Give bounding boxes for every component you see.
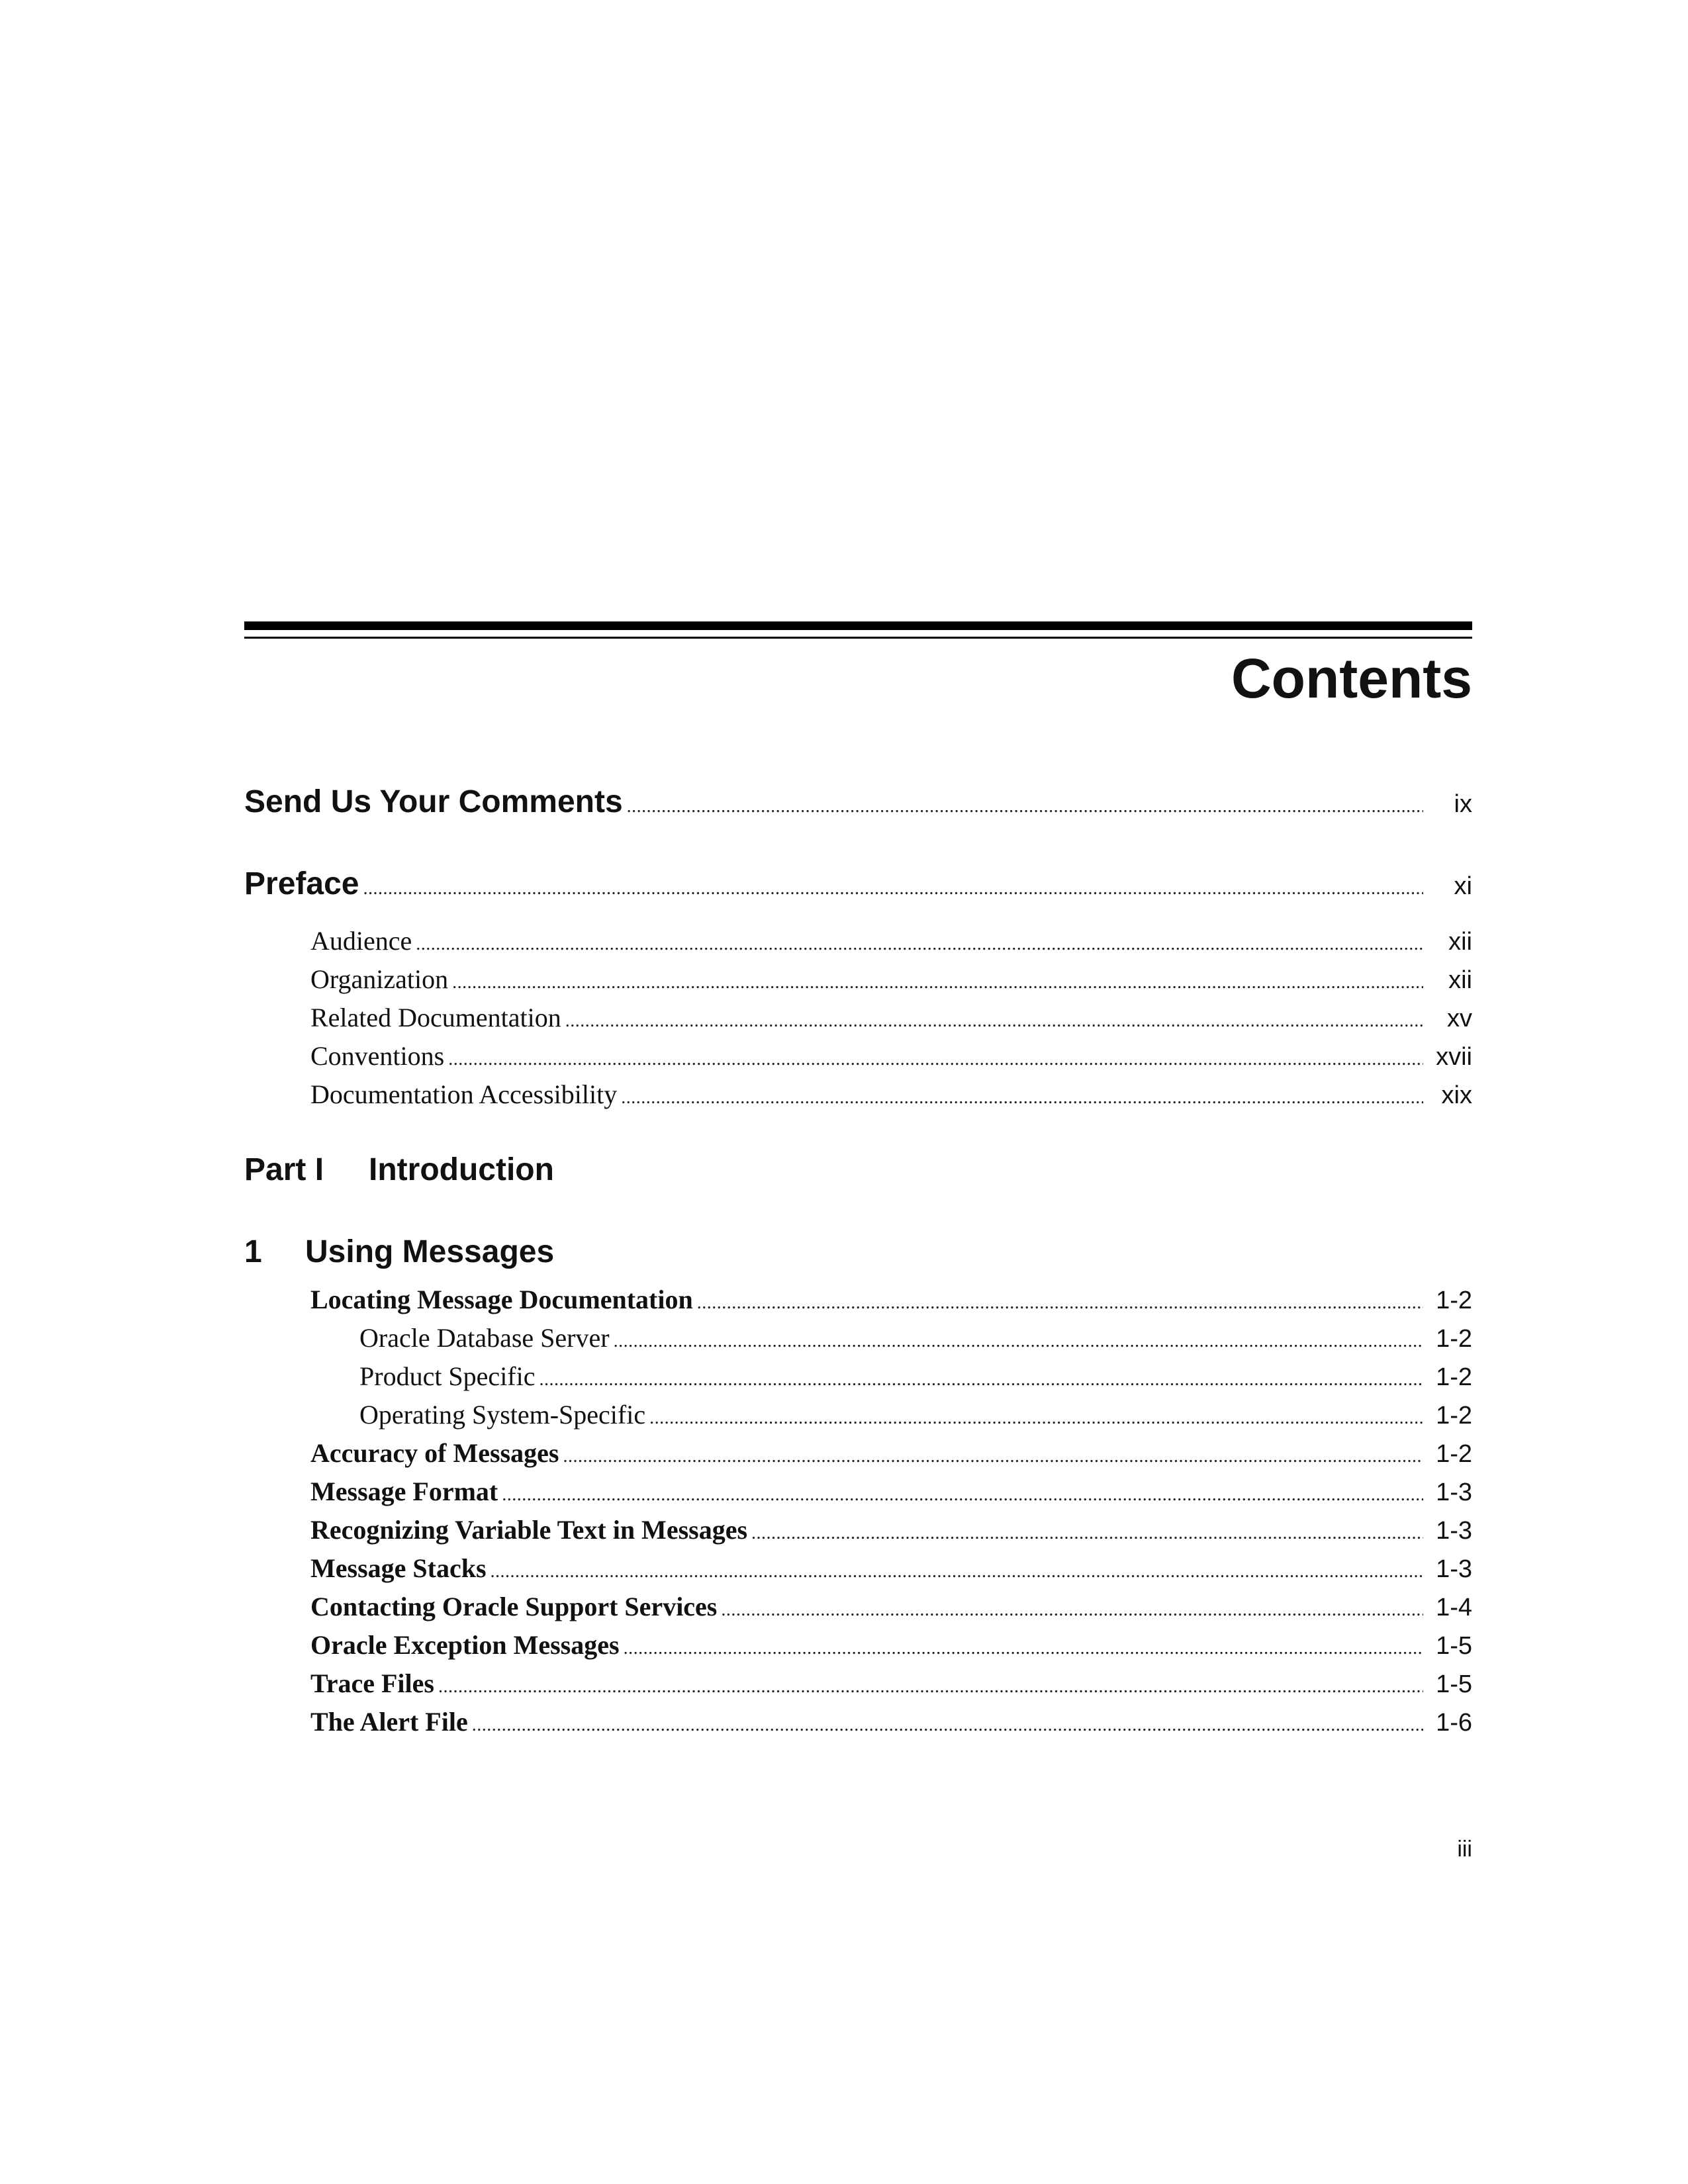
toc-entry-related-documentation[interactable] (0, 1002, 1472, 1033)
toc-entry-label: Related Documentation (310, 1003, 561, 1032)
page-title: Contents (1231, 647, 1472, 709)
toc-page-number: xvii (1436, 1043, 1472, 1071)
toc-page-number: 1-2 (1436, 1363, 1472, 1391)
toc-entry-documentation-accessibility[interactable] (0, 1079, 1472, 1110)
part-number: Part I (244, 1152, 324, 1187)
toc-entry-label: Oracle Database Server (359, 1323, 610, 1353)
dot-leader (721, 1591, 1423, 1622)
toc-page-number: 1-2 (1436, 1325, 1472, 1353)
toc-page-number: 1-4 (1436, 1594, 1472, 1621)
toc-entry-label: Organization (310, 964, 449, 994)
dot-leader (614, 1322, 1423, 1353)
toc-entry-label: Trace Files (310, 1668, 434, 1698)
dot-leader (438, 1668, 1423, 1699)
toc-entry-label: Audience (310, 926, 412, 956)
toc-page-number: xv (1447, 1005, 1472, 1032)
toc-entry-trace-files[interactable] (0, 1668, 1472, 1699)
toc-entry-label: Message Stacks (310, 1553, 487, 1583)
toc-page-number: 1-3 (1436, 1517, 1472, 1545)
toc-entry-label: Contacting Oracle Support Services (310, 1592, 718, 1621)
toc-entry-label: Message Format (310, 1477, 498, 1506)
toc-page-number: 1-2 (1436, 1287, 1472, 1314)
toc-entry-message-stacks[interactable] (0, 1553, 1472, 1584)
dot-leader (502, 1476, 1423, 1507)
toc-entry-send-comments[interactable] (0, 784, 1472, 820)
toc-page-number: xii (1448, 928, 1472, 956)
dot-leader (621, 1079, 1423, 1110)
dot-leader (539, 1361, 1424, 1392)
toc-entry-label: Conventions (310, 1041, 445, 1071)
dot-leader (649, 1399, 1423, 1430)
toc-entry-conventions[interactable] (0, 1040, 1472, 1071)
toc-page-number: 1-5 (1436, 1632, 1472, 1660)
toc-entry-operating-system-specific[interactable] (0, 1399, 1472, 1430)
dot-leader (448, 1040, 1423, 1071)
toc-page-number: 1-6 (1436, 1709, 1472, 1737)
dot-leader (565, 1002, 1423, 1033)
toc-entry-label: Accuracy of Messages (310, 1438, 559, 1468)
toc-page-number: xix (1441, 1081, 1472, 1109)
dot-leader (563, 1437, 1423, 1469)
toc-entry-oracle-database-server[interactable] (0, 1322, 1472, 1353)
toc-entry-label: Documentation Accessibility (310, 1079, 618, 1109)
toc-entry-label: Preface (244, 866, 359, 901)
part-title: Introduction (369, 1152, 554, 1187)
header-rule-thin (244, 637, 1472, 639)
toc-entry-audience[interactable] (0, 925, 1472, 956)
dot-leader (491, 1553, 1423, 1584)
toc-entry-the-alert-file[interactable] (0, 1706, 1472, 1737)
toc-entry-product-specific[interactable] (0, 1361, 1472, 1392)
toc-page-number: ix (1454, 790, 1472, 818)
dot-leader (416, 925, 1423, 956)
toc-entry-locating-message-documentation[interactable] (0, 1284, 1472, 1315)
toc-entry-label: Recognizing Variable Text in Messages (310, 1515, 748, 1545)
toc-entry-label: Operating System-Specific (359, 1400, 646, 1430)
toc-page-number: xii (1448, 966, 1472, 994)
toc-entry-label: Product Specific (359, 1361, 536, 1391)
toc-page-number: xi (1454, 872, 1472, 900)
toc-entry-oracle-exception-messages[interactable] (0, 1629, 1472, 1661)
chapter-title: Using Messages (305, 1234, 555, 1269)
toc-entry-label: Locating Message Documentation (310, 1285, 693, 1314)
dot-leader (751, 1514, 1423, 1545)
toc-entry-contacting-oracle-support[interactable] (0, 1591, 1472, 1622)
dot-leader (624, 1629, 1423, 1661)
toc-entry-organization[interactable] (0, 964, 1472, 995)
toc-page-number: 1-2 (1436, 1402, 1472, 1430)
toc-page-number: 1-3 (1436, 1479, 1472, 1506)
toc-entry-label: The Alert File (310, 1707, 468, 1737)
toc-entry-accuracy-of-messages[interactable] (0, 1437, 1472, 1469)
toc-entry-label: Oracle Exception Messages (310, 1630, 620, 1660)
chapter-number: 1 (244, 1234, 262, 1269)
header-rule-thick (244, 621, 1472, 630)
toc-entry-preface[interactable] (0, 866, 1472, 902)
dot-leader (363, 866, 1423, 902)
toc-page-number: 1-3 (1436, 1555, 1472, 1583)
toc-entry-recognizing-variable-text[interactable] (0, 1514, 1472, 1545)
chapter-heading[interactable] (244, 1234, 554, 1270)
dot-leader (627, 784, 1423, 820)
dot-leader (472, 1706, 1423, 1737)
dot-leader (452, 964, 1423, 995)
toc-page-number: 1-5 (1436, 1670, 1472, 1698)
toc-page-number: 1-2 (1436, 1440, 1472, 1468)
toc-entry-label: Send Us Your Comments (244, 784, 623, 819)
page-folio: iii (1457, 1837, 1472, 1862)
toc-entry-message-format[interactable] (0, 1476, 1472, 1507)
dot-leader (697, 1284, 1423, 1315)
part-heading[interactable] (244, 1152, 554, 1188)
